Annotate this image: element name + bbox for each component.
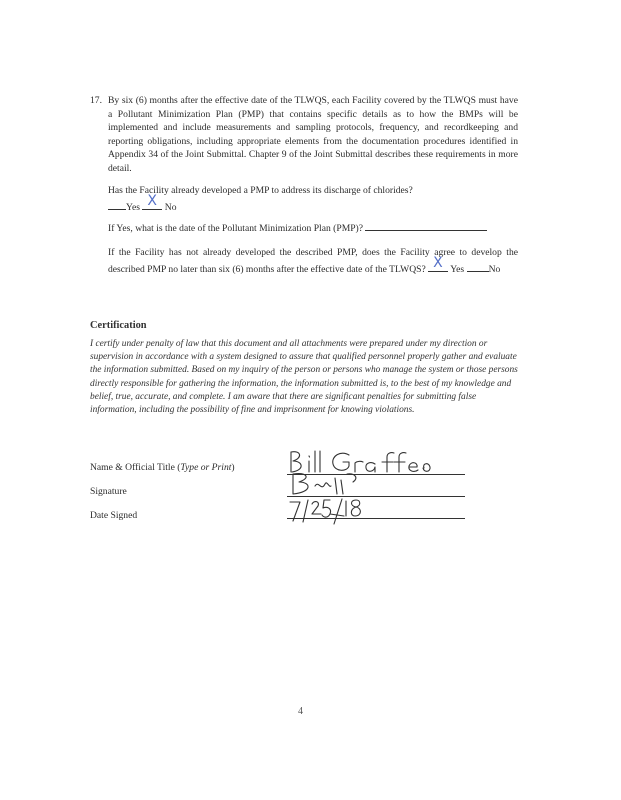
name-title-hint: Type or Print xyxy=(180,462,232,473)
no-blank[interactable] xyxy=(142,193,162,210)
handwritten-date xyxy=(284,494,394,526)
no-label: No xyxy=(164,202,177,213)
certification-statement: I certify under penalty of law that this document and all attachments were prepared under my direction or supervision in accordance with a system designed to assure that qualified personnel properly gather and evaluate the information submitted. Based on my inquiry of the person or persons who manage the system or those persons directly responsible for gathering the information, the information submitted is, to the best of my knowledge and belief, true, accurate, and complete. I am aware that there are significant penalties for submitting false information, including the possibility of fine and imprisonment for knowing violations. xyxy=(90,339,518,416)
certification-heading: Certification xyxy=(90,320,147,331)
item-17-text: By six (6) months after the effective date of the TLWQS, each Facility covered by the TLWQS must have a Pollutant Minimization Plan (PMP) that contains specific details as to how the BMPs will be implemented and include measurements and sampling protocols, frequency, and recordkeeping and reporting obligations, including appropriate elements from the documentation procedures identified in Appendix 34 of the Joint Submittal. Chapter 9 of the Joint Submittal describes these requirements in more detail. xyxy=(108,95,518,174)
no-blank[interactable] xyxy=(467,271,489,272)
item-number: 17. xyxy=(90,95,102,106)
signature-label: Signature xyxy=(90,486,127,497)
pmp-date-field[interactable] xyxy=(365,230,487,231)
page-number: 4 xyxy=(298,706,303,717)
question-pmp-date-text: If Yes, what is the date of the Pollutant Minimization Plan (PMP)? xyxy=(108,223,364,234)
question-pmp-date xyxy=(108,222,487,236)
no-label: No xyxy=(488,263,501,275)
yes-blank[interactable] xyxy=(428,254,448,272)
name-title-label-text: Name & Official Title ( xyxy=(90,462,181,473)
name-title-label-close: ) xyxy=(231,462,235,473)
name-title-label xyxy=(90,462,235,473)
yes-label: Yes xyxy=(126,202,140,213)
question-agree-develop xyxy=(108,246,518,276)
yes-blank[interactable] xyxy=(108,209,126,210)
item-17-paragraph xyxy=(90,94,518,176)
question-pmp-developed-answers xyxy=(108,193,177,214)
date-signed-label: Date Signed xyxy=(90,510,138,521)
yes-label: Yes xyxy=(450,263,465,275)
question-agree-develop-text: If the Facility has not already developed the described PMP, does the Facility agree to develop the described PMP no later than six (6) months after the effective date of the TLWQS? xyxy=(108,247,518,275)
x-mark-icon: X xyxy=(433,254,443,271)
x-mark-icon: X xyxy=(147,193,157,209)
question-pmp-developed: Has the Facility already developed a PMP to address its discharge of chlorides? xyxy=(108,185,413,196)
